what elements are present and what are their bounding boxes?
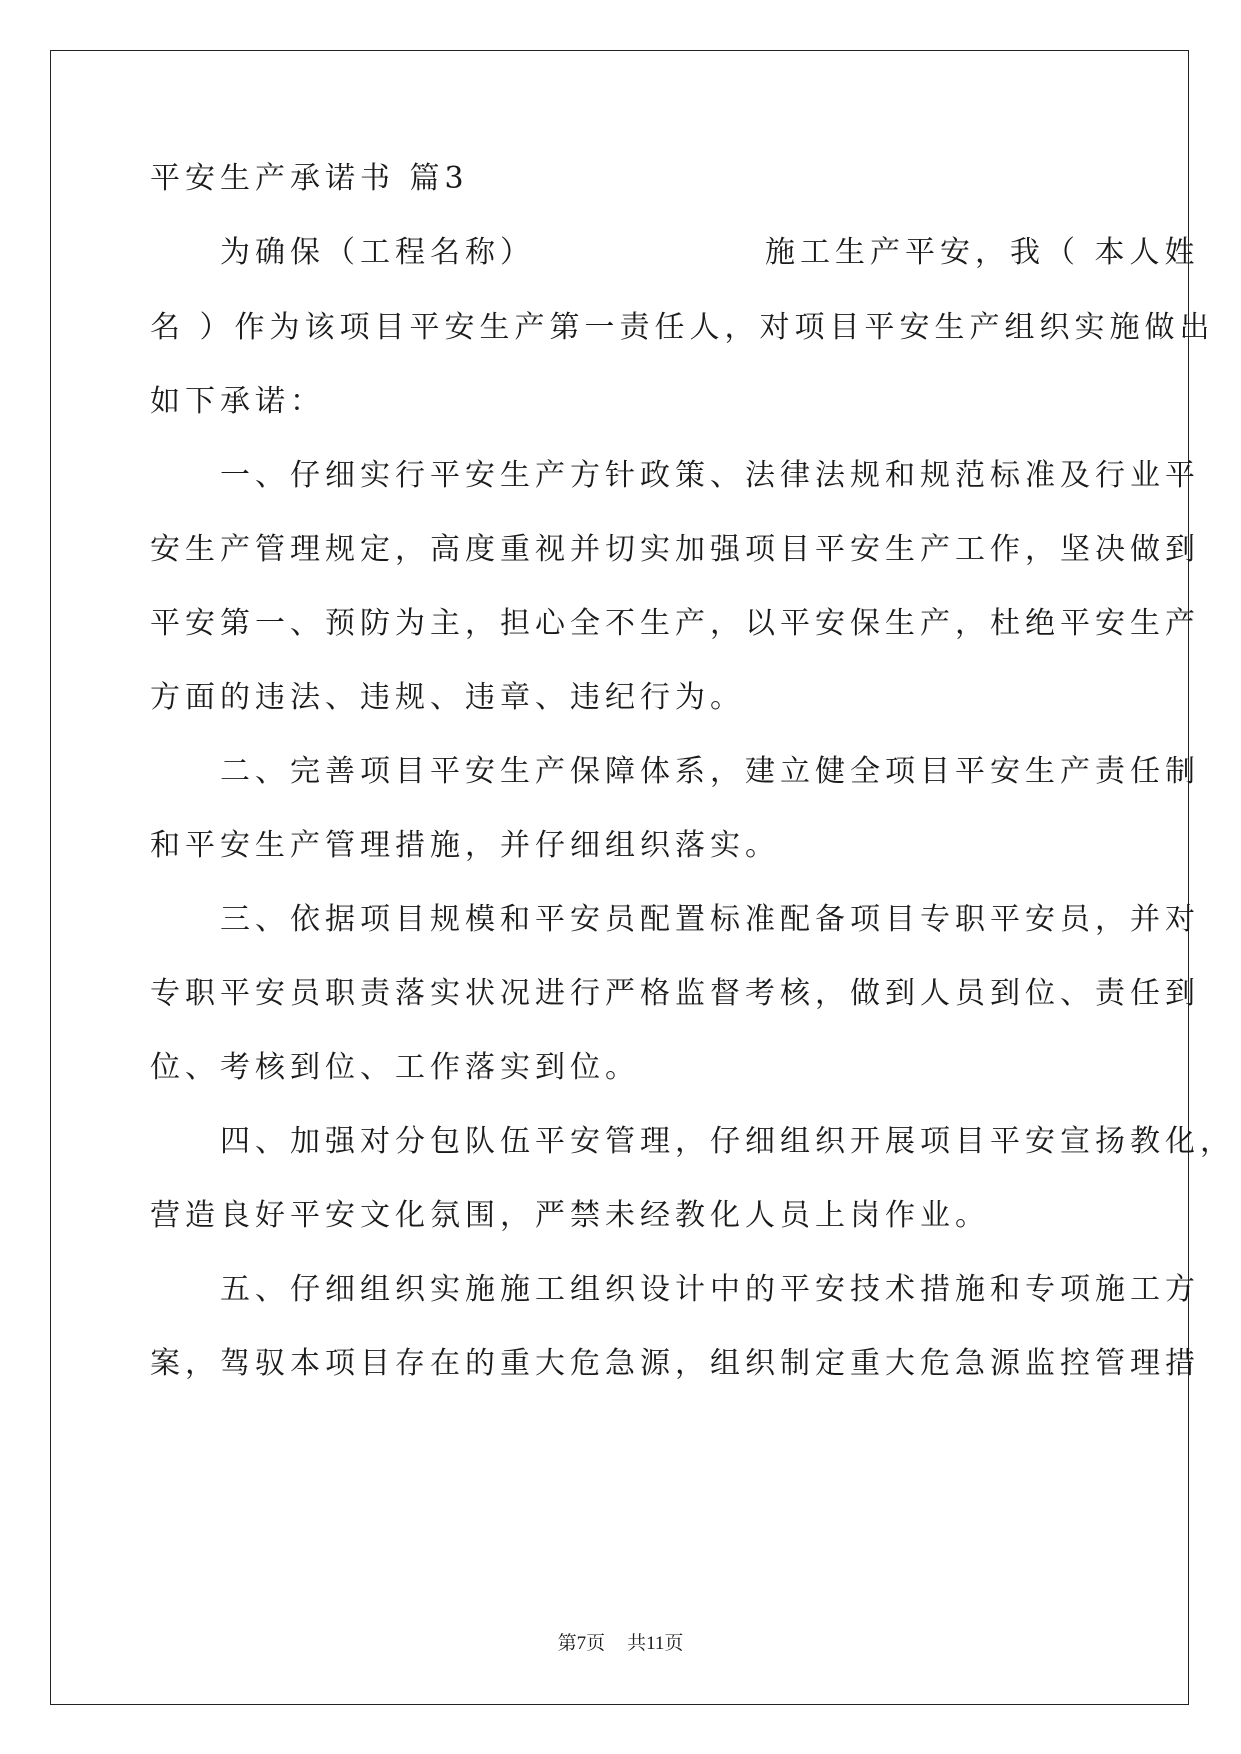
page-number: 第7页 [557, 1633, 606, 1654]
body-line-8: 二、完善项目平安生产保障体系，建立健全项目平安生产责任制 [150, 754, 1200, 789]
body-line-16: 案，驾驭本项目存在的重大危急源，组织制定重大危急源监控管理措 [150, 1346, 1200, 1381]
body-line-7: 方面的违法、违规、违章、违纪行为。 [150, 680, 745, 715]
body-line-10: 三、依据项目规模和平安员配置标准配备项目专职平安员，并对 [150, 902, 1200, 937]
body-line-15: 五、仔细组织实施施工组织设计中的平安技术措施和专项施工方 [150, 1272, 1200, 1307]
body-line-1: 为确保（工程名称） 施工生产平安，我（ 本人姓 [150, 235, 1200, 270]
body-line-6: 平安第一、预防为主，担心全不生产，以平安保生产，杜绝平安生产 [150, 606, 1200, 641]
body-line-14: 营造良好平安文化氛围，严禁未经教化人员上岗作业。 [150, 1198, 990, 1233]
body-line-13: 四、加强对分包队伍平安管理，仔细组织开展项目平安宣扬教化， [150, 1124, 1235, 1159]
body-line-9: 和平安生产管理措施，并仔细组织落实。 [150, 828, 780, 863]
body-line-5: 安生产管理规定，高度重视并切实加强项目平安生产工作，坚决做到 [150, 532, 1200, 567]
body-line-3: 如下承诺： [150, 384, 325, 419]
body-line-11: 专职平安员职责落实状况进行严格监督考核，做到人员到位、责任到 [150, 976, 1200, 1011]
body-line-12: 位、考核到位、工作落实到位。 [150, 1050, 640, 1085]
document-title: 平安生产承诺书 篇3 [150, 161, 469, 196]
page-footer [0, 1628, 1241, 1655]
body-line-4: 一、仔细实行平安生产方针政策、法律法规和规范标准及行业平 [150, 458, 1200, 493]
page-border [50, 50, 1235, 1705]
page-total: 共11页 [627, 1633, 684, 1654]
body-line-2: 名 ）作为该项目平安生产第一责任人，对项目平安生产组织实施做出 [150, 310, 1215, 345]
